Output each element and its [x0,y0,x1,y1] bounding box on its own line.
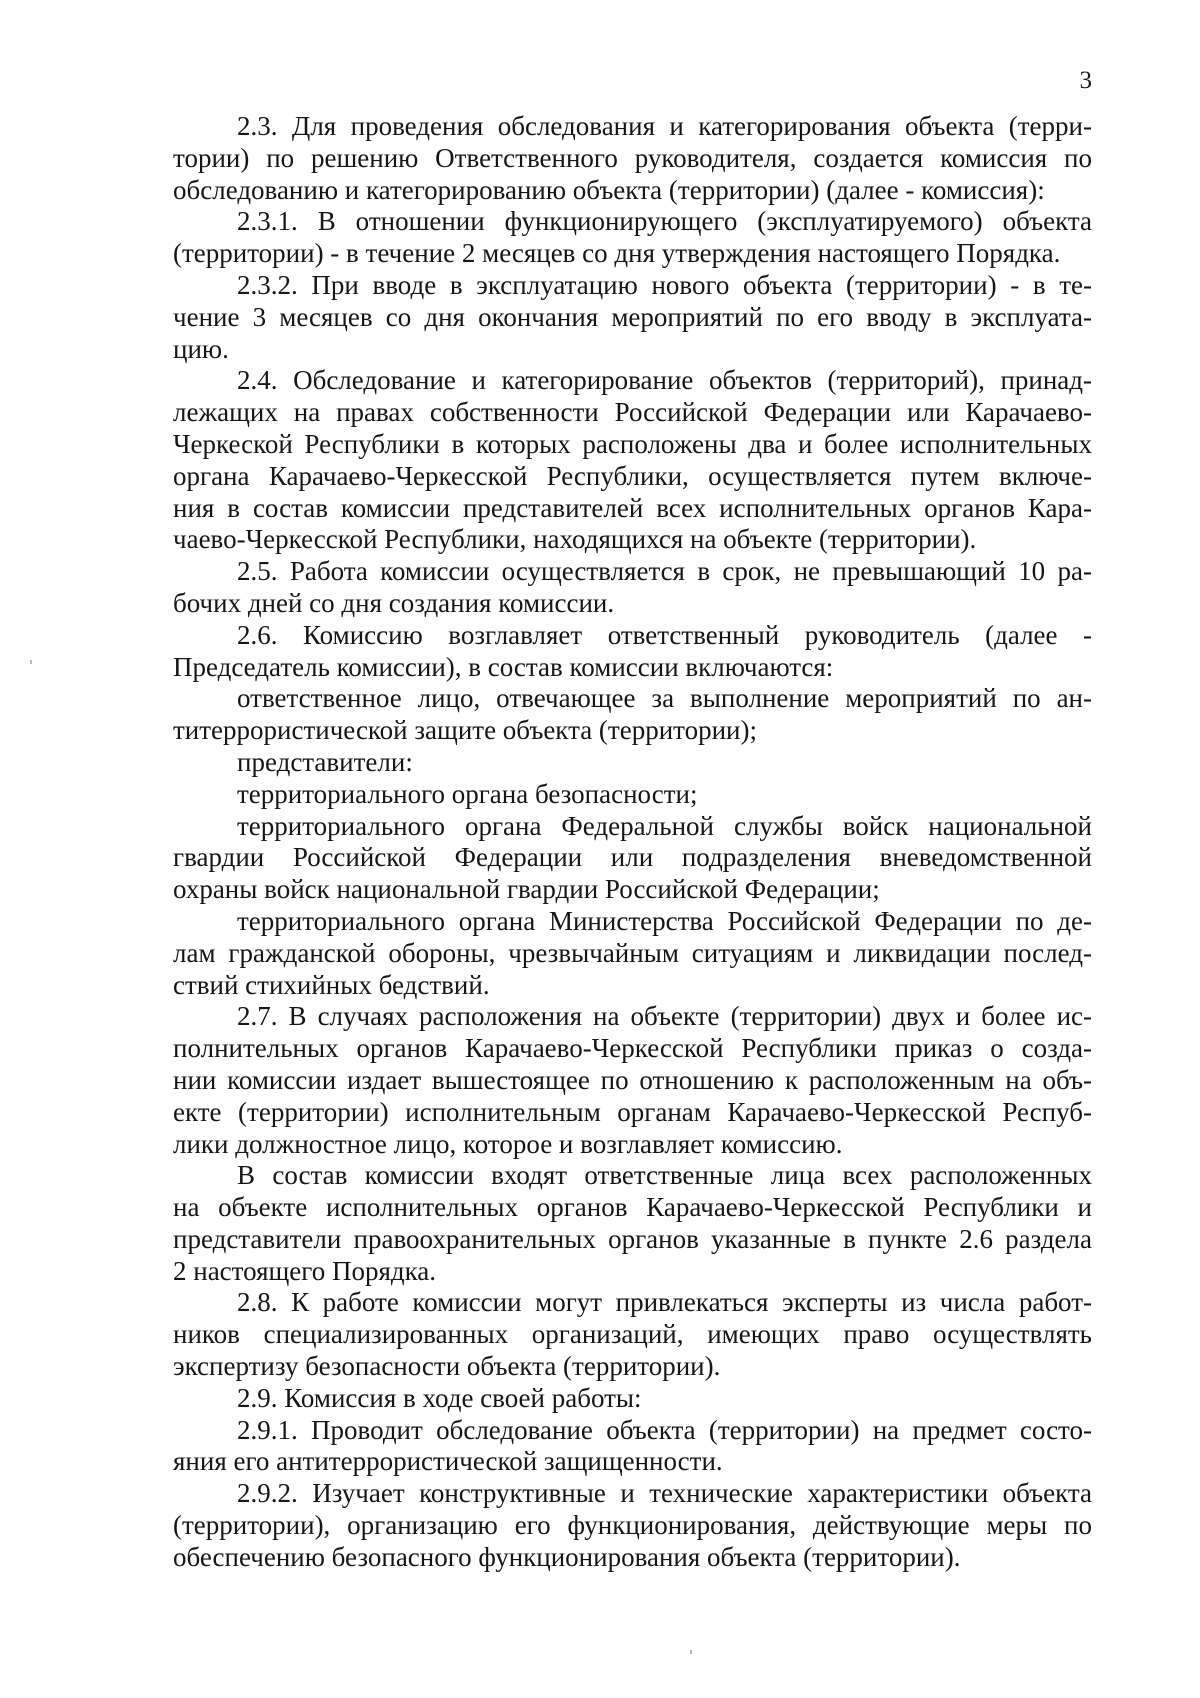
text-line: 2.9.1. Проводит обследование объекта (территории) на предмет состо- [237,1414,1092,1445]
page-number: 3 [1079,67,1092,94]
text-line: ников специализированных организаций, имеющих право осуществлять [173,1319,1092,1350]
text-line: нии комиссии издает вышестоящее по отношению к расположенным на объ- [173,1064,1092,1095]
text-line: территориального органа Министерства Российской Федерации по де- [237,905,1092,936]
text-line: обследованию и категорированию объекта (территории) (далее - комиссия): [173,174,1045,205]
text-line: лики должностное лицо, которое и возглавляет комиссию. [173,1128,843,1159]
text-line: полнительных органов Карачаево-Черкесской Республики приказ о созда- [173,1033,1092,1064]
text-line: 2.3.2. При вводе в эксплуатацию нового объекта (территории) - в те- [237,269,1092,300]
text-line: цию. [173,333,229,364]
text-line: лежащих на правах собственности Российской Федерации или Карачаево- [173,397,1092,428]
text-line: территориального органа Федеральной службы войск национальной [237,810,1092,841]
text-line: Черкеской Республики в которых расположены два и более исполнительных [173,428,1092,459]
text-line: 2.7. В случаях расположения на объекте (территории) двух и более ис- [237,1001,1092,1032]
text-line: представители правоохранительных органов указанные в пункте 2.6 раздела [173,1223,1092,1254]
text-line: территориального органа безопасности; [237,778,698,809]
text-line: 2.8. К работе комиссии могут привлекаться эксперты из числа работ- [237,1287,1092,1318]
text-line: гвардии Российской Федерации или подразделения вневедомственной [173,842,1092,873]
text-line: 2 настоящего Порядка. [173,1255,437,1286]
text-line: ния в состав комиссии представителей всех исполнительных органов Кара- [173,492,1092,523]
text-line: яния его антитеррористической защищенности. [173,1446,723,1477]
text-line: представители: [237,746,413,777]
text-line: ствий стихийных бедствий. [173,969,490,1000]
text-line: 2.6. Комиссию возглавляет ответственный руководитель (далее - [237,619,1092,650]
text-line: Председатель комиссии), в состав комиссии включаются: [173,651,834,682]
text-line: 2.5. Работа комиссии осуществляется в срок, не превышающий 10 ра- [237,556,1092,587]
text-line: ответственное лицо, отвечающее за выполнение мероприятий по ан- [237,683,1092,714]
text-line: лам гражданской обороны, чрезвычайным ситуациям и ликвидации послед- [173,937,1092,968]
text-line: охраны войск национальной гвардии Российской Федерации; [173,874,880,905]
text-line: тории) по решению Ответственного руководителя, создается комиссия по [173,142,1092,173]
document-body [173,111,1092,1574]
scan-artifact [690,1650,692,1654]
text-line: (территории) - в течение 2 месяцев со дня утверждения настоящего Порядка. [173,238,1061,269]
scan-artifact [30,660,32,664]
text-line: на объекте исполнительных органов Карачаево-Черкесской Республики и [173,1192,1092,1223]
text-line: экспертизу безопасности объекта (территории). [173,1351,721,1382]
text-line: органа Карачаево-Черкесской Республики, осуществляется путем включе- [173,460,1092,491]
text-line: чение 3 месяцев со дня окончания мероприятий по его вводу в эксплуата- [173,301,1092,332]
text-line: екте (территории) исполнительным органам Карачаево-Черкесской Респуб- [173,1096,1092,1127]
text-line: (территории), организацию его функционирования, действующие меры по [173,1510,1092,1541]
text-line: обеспечению безопасного функционирования объекта (территории). [173,1541,961,1572]
text-line: 2.9. Комиссия в ходе своей работы: [237,1382,642,1413]
text-line: 2.9.2. Изучает конструктивные и технические характеристики объекта [237,1478,1092,1509]
text-line: 2.3. Для проведения обследования и категорирования объекта (терри- [237,111,1092,141]
text-line: В состав комиссии входят ответственные лица всех расположенных [237,1160,1092,1191]
text-line: 2.4. Обследование и категорирование объектов (территорий), принад- [237,365,1092,396]
text-line: чаево-Черкесской Республики, находящихся на объекте (территории). [173,524,977,555]
text-line: бочих дней со дня создания комиссии. [173,587,615,618]
text-line: титеррористической защите объекта (территории); [173,715,757,746]
text-line: 2.3.1. В отношении функционирующего (эксплуатируемого) объекта [237,206,1092,237]
